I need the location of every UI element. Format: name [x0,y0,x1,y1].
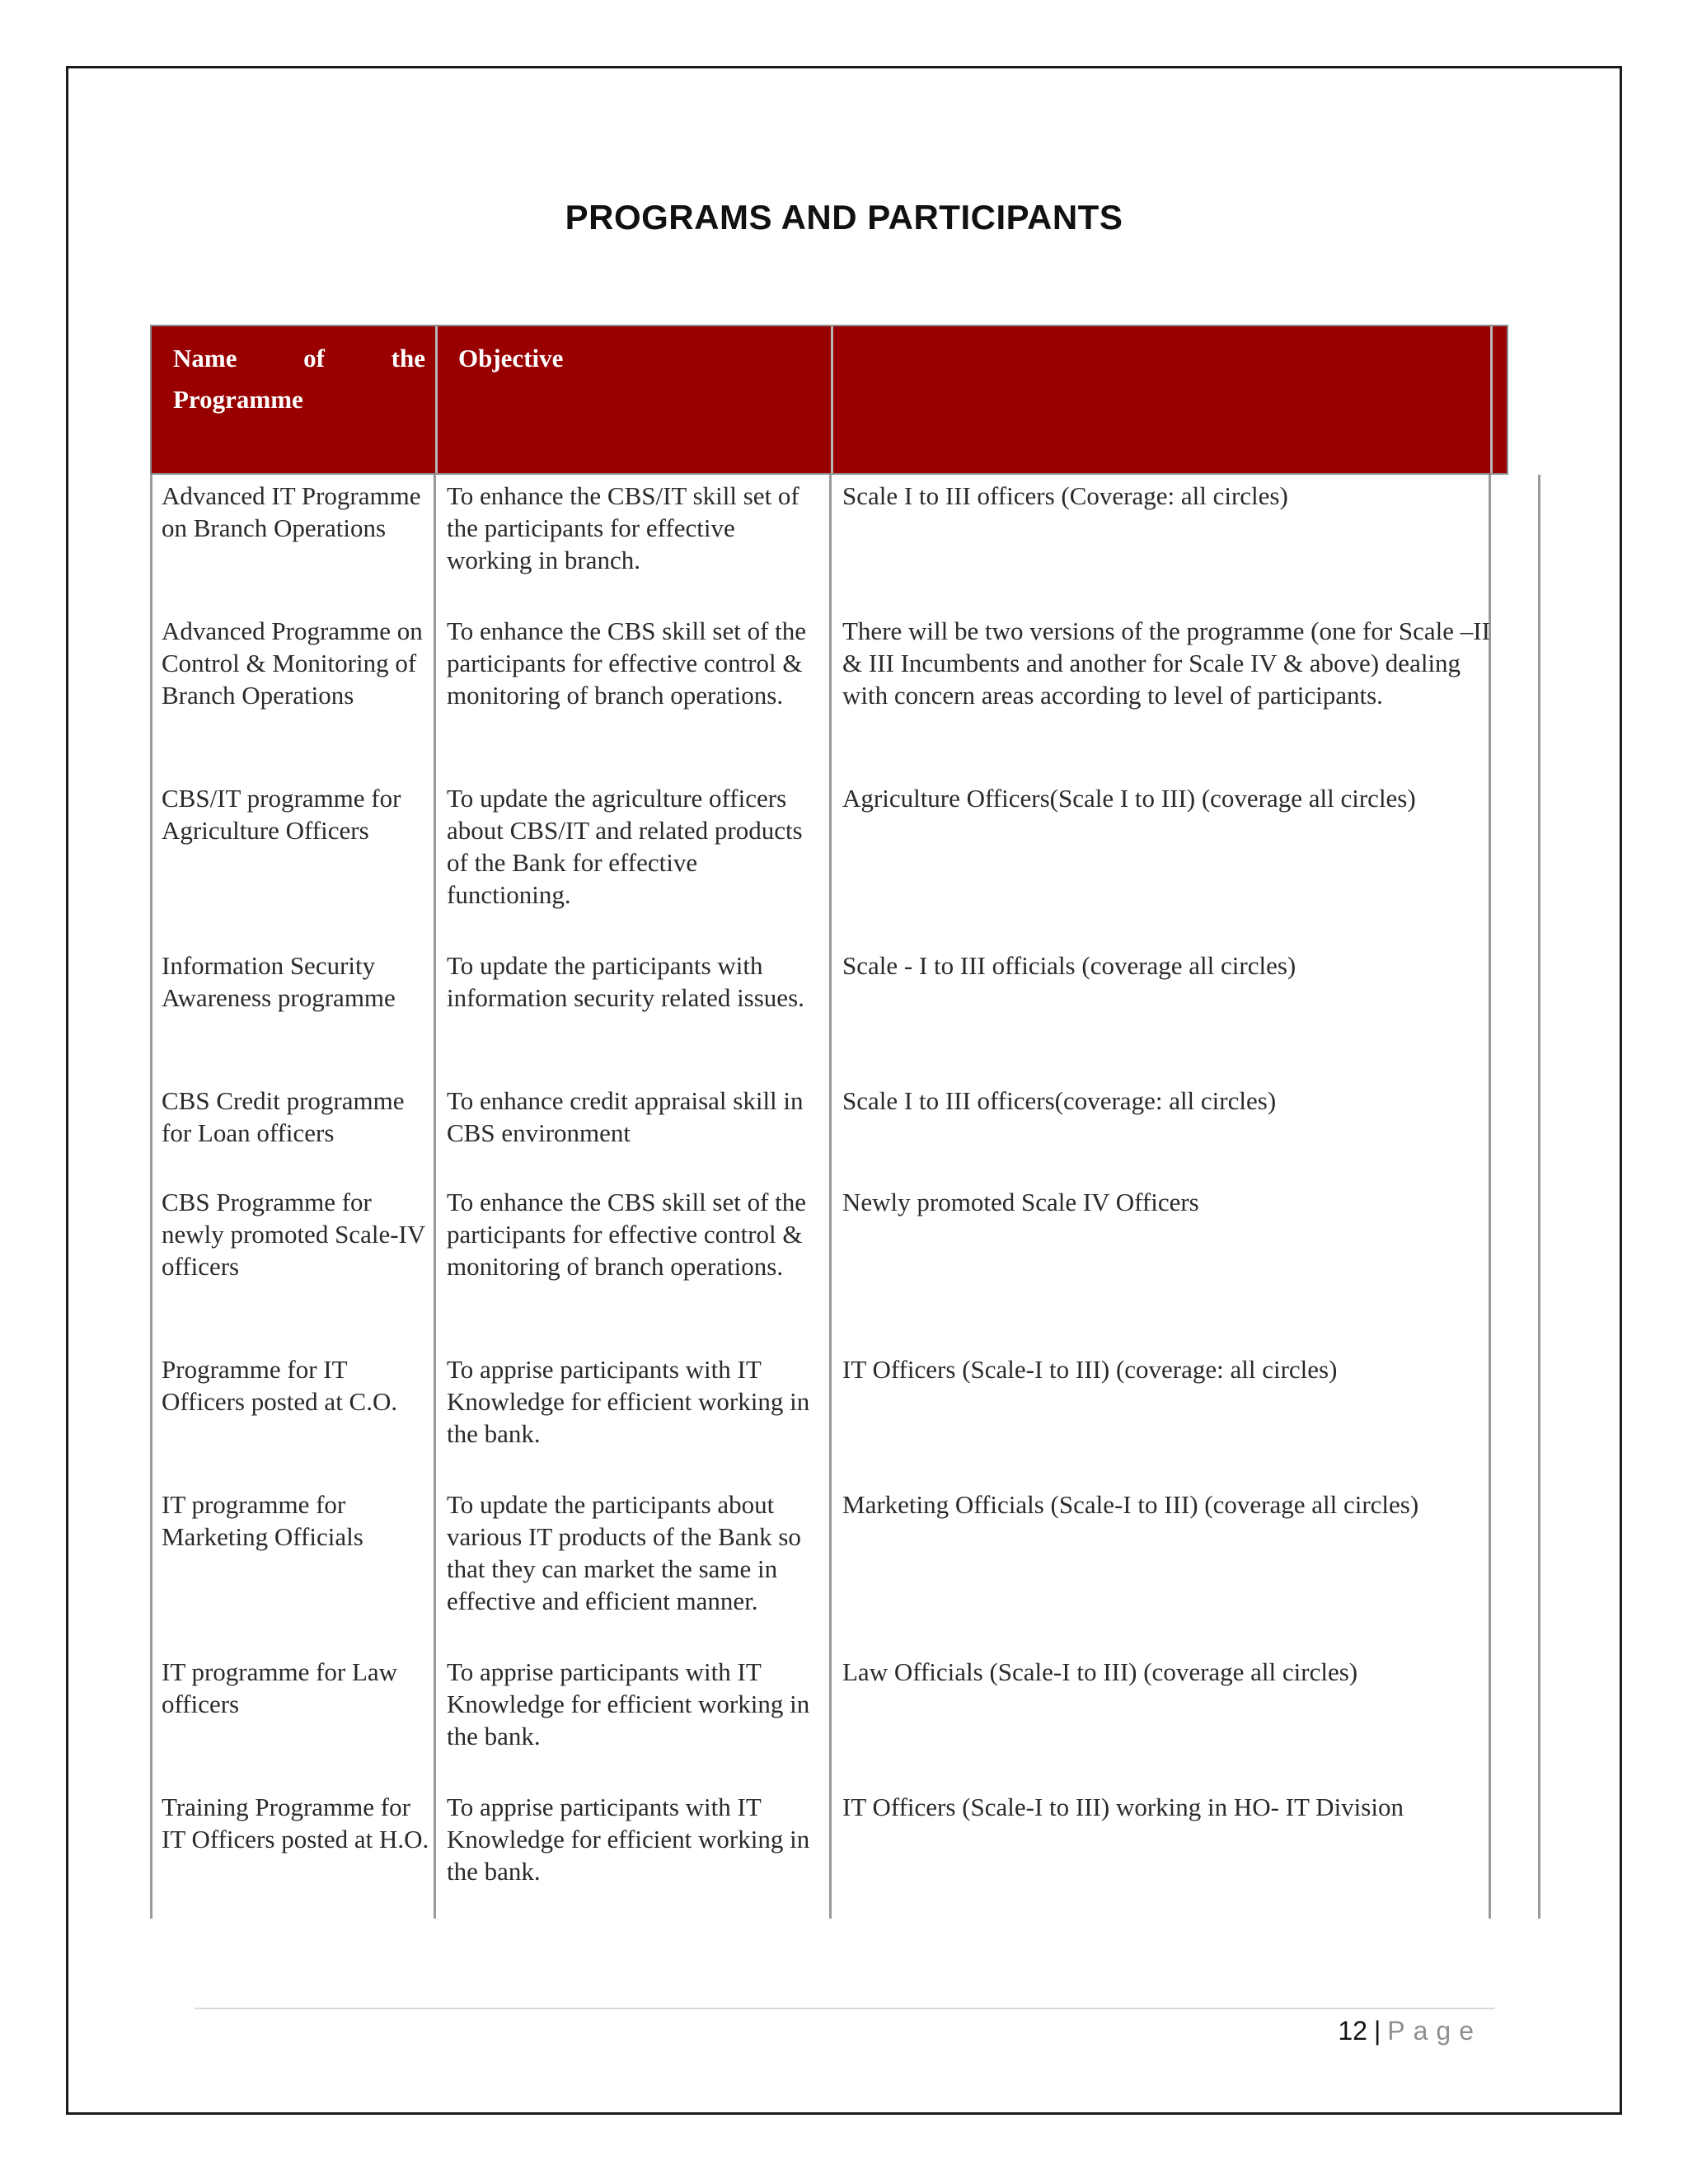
header-programme-name [152,326,437,473]
header-name-word: the [391,344,425,373]
objective-cell: To apprise participants with IT Knowledge for efficient working in the bank. [447,1793,810,1886]
table-header [150,325,1508,475]
participants-cell: Scale - I to III officials (coverage all circles) [842,951,1296,980]
programme-name-cell: Training Programme for IT Officers posted at H.O. [162,1793,429,1854]
programme-name-cell: IT programme for Marketing Officials [162,1490,363,1551]
objective-cell: To update the agriculture officers about CBS/IT and related products of the Bank for effective functioning. [447,784,803,909]
header-divider [1490,326,1493,473]
objective-cell: To apprise participants with IT Knowledge for efficient working in the bank. [447,1355,810,1448]
header-name-word: of [303,344,325,373]
page-label: Page [1387,2016,1482,2046]
header-name-word: Programme [173,385,303,414]
objective-cell: To enhance the CBS/IT skill set of the participants for effective working in branch. [447,481,799,574]
participants-cell: There will be two versions of the programme (one for Scale –II & III Incumbents and another for Scale IV & above) dealing with concern areas according to level of participants. [842,616,1490,710]
participants-cell: Law Officials (Scale-I to III) (coverage all circles) [842,1657,1358,1686]
participants-cell: Scale I to III officers(coverage: all circles) [842,1086,1277,1115]
objective-cell: To enhance the CBS skill set of the participants for effective control & monitoring of branch operations. [447,1188,807,1281]
participants-cell: IT Officers (Scale-I to III) (coverage: all circles) [842,1355,1338,1384]
header-participants [832,326,1493,473]
page-title: PROGRAMS AND PARTICIPANTS [565,198,1123,237]
column-divider [150,475,152,1919]
objective-cell: To apprise participants with IT Knowledge for efficient working in the bank. [447,1657,810,1750]
page-number: 12 [1338,2016,1367,2046]
objective-cell: To update the participants about various IT products of the Bank so that they can market the same in effective and efficient manner. [447,1490,801,1615]
header-name-word: Name [173,344,237,373]
participants-cell: Marketing Officials (Scale-I to III) (coverage all circles) [842,1490,1419,1519]
footer-separator: | [1373,2016,1381,2046]
page-footer [1338,2016,1482,2046]
programme-name-cell: CBS/IT programme for Agriculture Officers [162,784,401,845]
objective-cell: To enhance credit appraisal skill in CBS environment [447,1086,804,1147]
programme-name-cell: Information Security Awareness programme [162,951,396,1012]
participants-cell: IT Officers (Scale-I to III) working in HO- IT Division [842,1793,1404,1821]
programme-name-cell: CBS Programme for newly promoted Scale-IV officers [162,1188,425,1281]
programme-name-cell: CBS Credit programme for Loan officers [162,1086,405,1147]
programme-name-cell: Advanced IT Programme on Branch Operations [162,481,421,542]
header-objective: Objective [458,344,564,373]
participants-cell: Scale I to III officers (Coverage: all circles) [842,481,1288,510]
footer-divider [195,2008,1495,2009]
programme-name-cell: IT programme for Law officers [162,1657,398,1718]
objective-cell: To enhance the CBS skill set of the participants for effective control & monitoring of branch operations. [447,616,807,710]
column-divider [434,475,436,1919]
programme-name-cell: Advanced Programme on Control & Monitoring of Branch Operations [162,616,423,710]
table-body [150,475,1543,1919]
objective-cell: To update the participants with information security related issues. [447,951,804,1012]
column-divider [1538,475,1540,1919]
column-divider [829,475,832,1919]
participants-cell: Agriculture Officers(Scale I to III) (coverage all circles) [842,784,1416,813]
programme-name-cell: Programme for IT Officers posted at C.O. [162,1355,398,1416]
participants-cell: Newly promoted Scale IV Officers [842,1188,1199,1216]
